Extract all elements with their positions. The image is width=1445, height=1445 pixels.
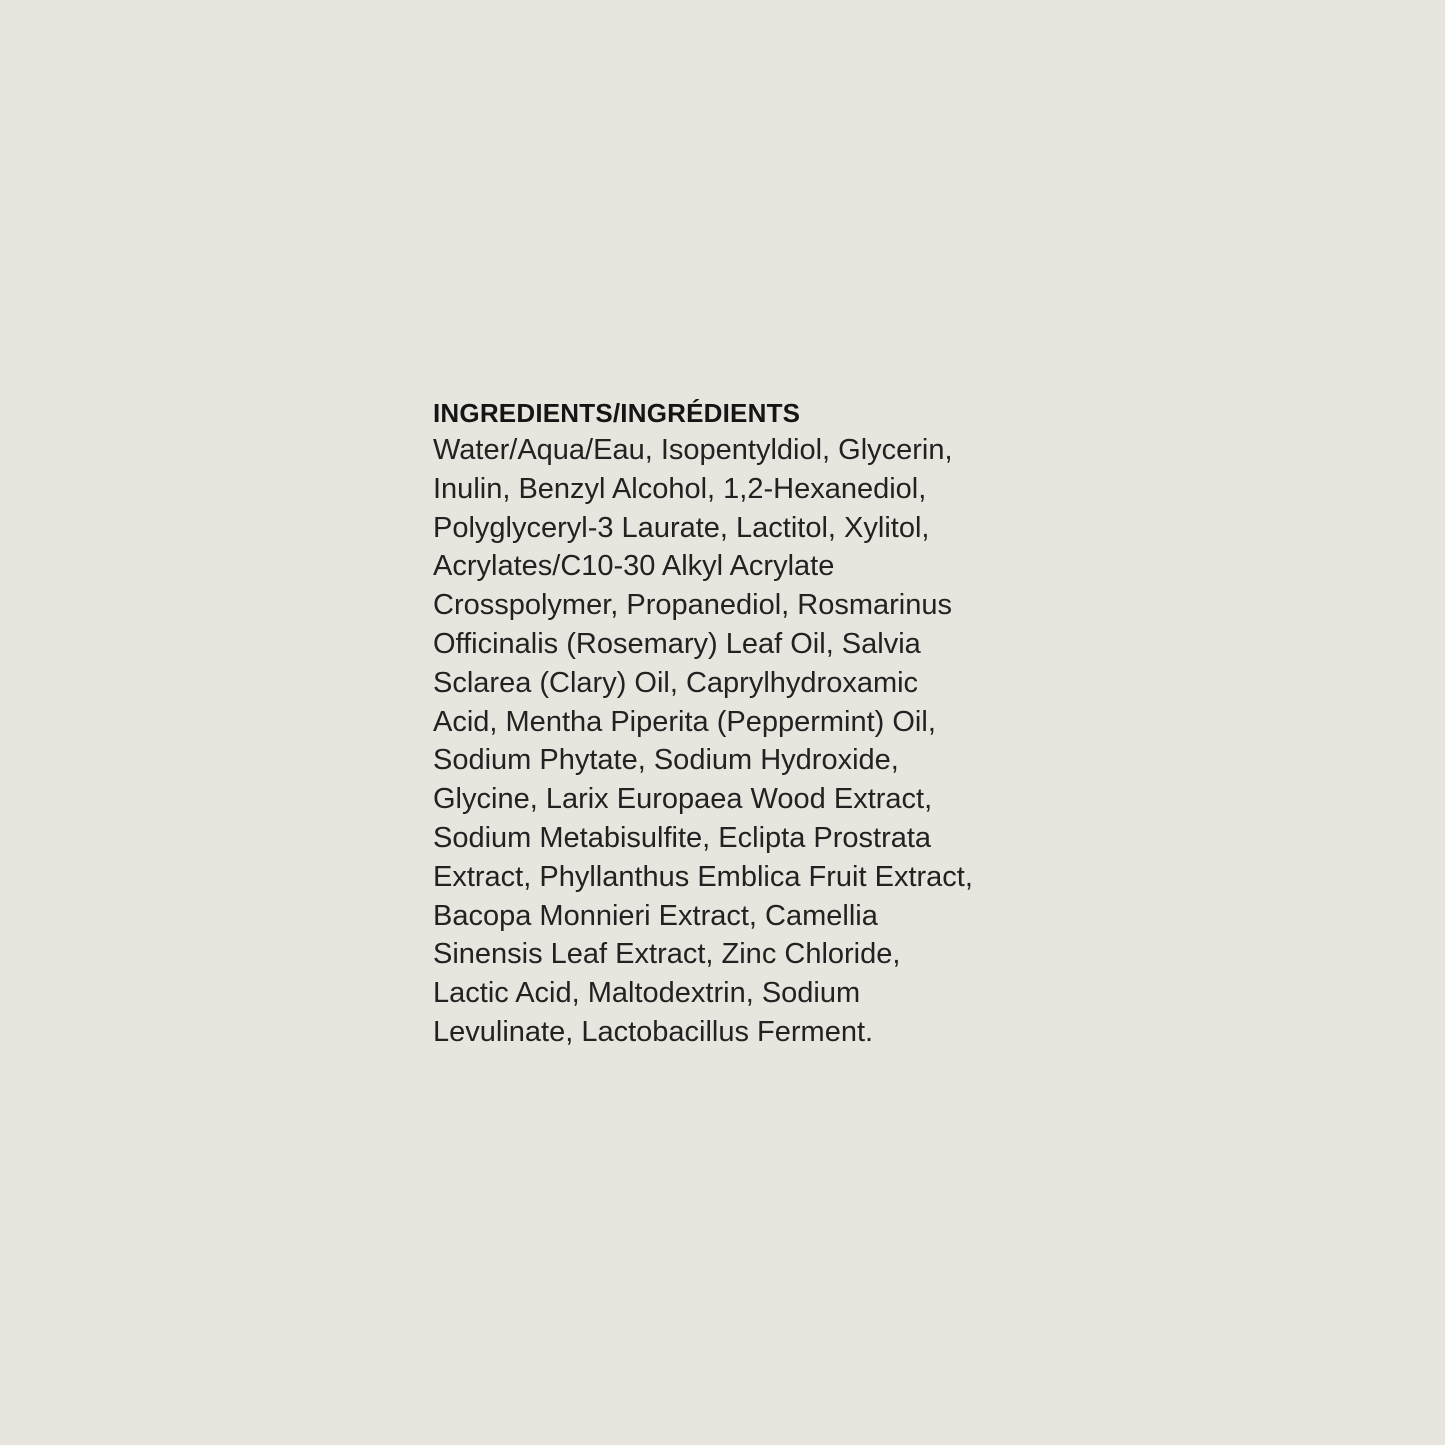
ingredients-heading: INGREDIENTS/INGRÉDIENTS [433, 398, 801, 428]
ingredients-line: Officinalis (Rosemary) Leaf Oil, Salvia [433, 627, 921, 660]
ingredients-list [433, 431, 1033, 1052]
ingredients-line: Sinensis Leaf Extract, Zinc Chloride, [433, 938, 901, 971]
ingredients-line: Extract, Phyllanthus Emblica Fruit Extract, [433, 860, 973, 893]
ingredients-line: Lactic Acid, Maltodextrin, Sodium [433, 977, 861, 1010]
ingredients-line: Polyglyceryl-3 Laurate, Lactitol, Xylitol, [433, 511, 930, 544]
ingredients-line: Glycine, Larix Europaea Wood Extract, [433, 783, 933, 816]
ingredients-line: Sodium Metabisulfite, Eclipta Prostrata [433, 821, 932, 854]
ingredients-line: Crosspolymer, Propanediol, Rosmarinus [433, 589, 952, 622]
ingredients-line: Levulinate, Lactobacillus Ferment. [433, 1015, 874, 1048]
ingredients-line: Water/Aqua/Eau, Isopentyldiol, Glycerin, [433, 434, 953, 466]
ingredients-line: Acid, Mentha Piperita (Peppermint) Oil, [433, 705, 936, 738]
ingredients-line: Acrylates/C10-30 Alkyl Acrylate [433, 550, 835, 583]
ingredients-line: Bacopa Monnieri Extract, Camellia [433, 899, 878, 932]
ingredients-line: Inulin, Benzyl Alcohol, 1,2-Hexanediol, [433, 472, 927, 505]
ingredients-line: Sclarea (Clary) Oil, Caprylhydroxamic [433, 666, 919, 699]
ingredients-panel [433, 395, 1033, 1052]
ingredients-line: Sodium Phytate, Sodium Hydroxide, [433, 744, 899, 777]
